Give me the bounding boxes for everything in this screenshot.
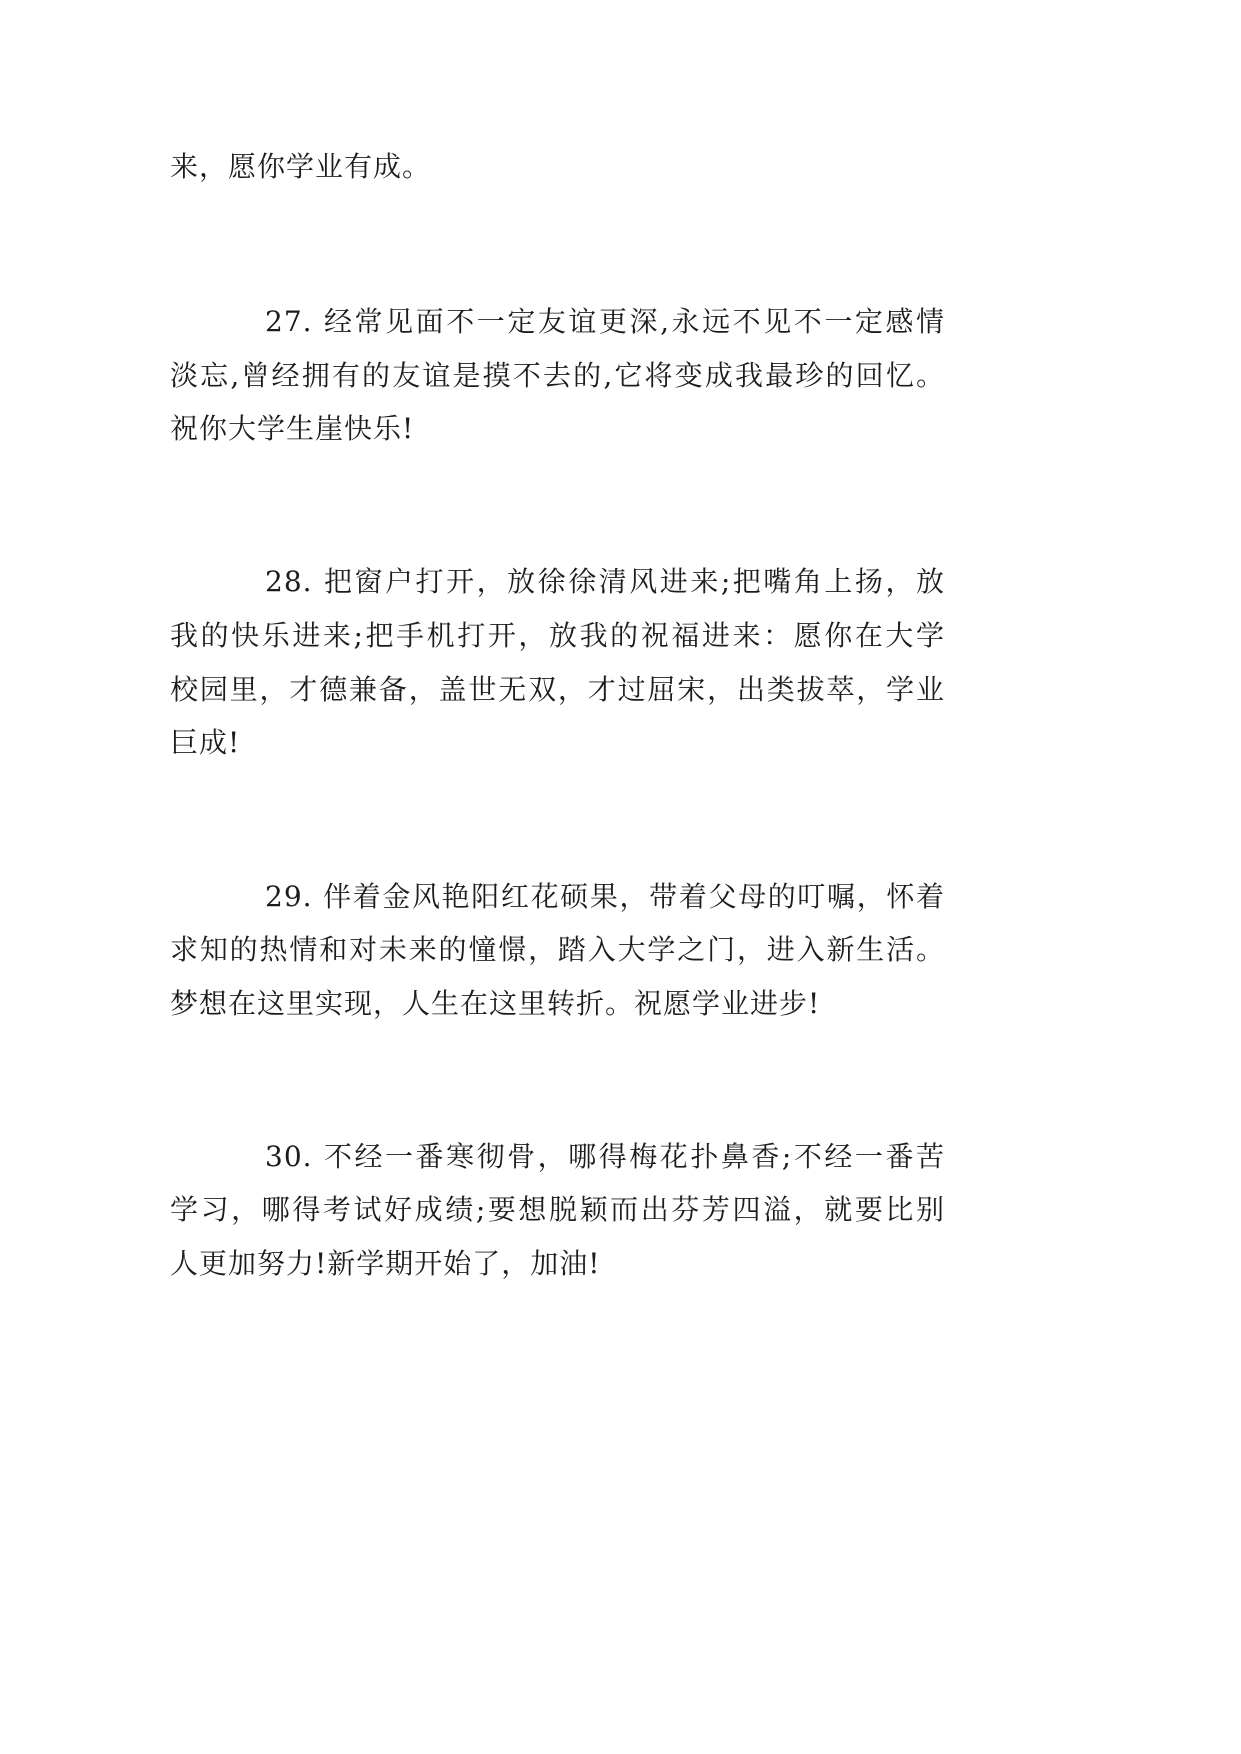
paragraph-line: 巨成!	[170, 726, 241, 759]
paragraph-line: 梦想在这里实现，人生在这里转折。祝愿学业进步!	[170, 987, 821, 1020]
paragraph-line: 来，愿你学业有成。	[170, 150, 432, 183]
paragraph-line: 校园里，才德兼备，盖世无双，才过屈宋，出类拔萃，学业	[170, 673, 945, 706]
paragraph-line: 学习，哪得考试好成绩;要想脱颖而出芬芳四溢，就要比别	[170, 1193, 945, 1226]
paragraph-first-line: 30. 不经一番寒彻骨，哪得梅花扑鼻香;不经一番苦	[265, 1140, 945, 1173]
paragraph-line: 人更加努力!新学期开始了，加油!	[170, 1247, 601, 1280]
paragraph-first-line: 27. 经常见面不一定友谊更深,永远不见不一定感情	[265, 305, 945, 338]
paragraph-line: 我的快乐进来;把手机打开，放我的祝福进来：愿你在大学	[170, 619, 945, 652]
paragraph-first-line: 29. 伴着金风艳阳红花硕果，带着父母的叮嘱，怀着	[265, 880, 945, 913]
paragraph-first-line: 28. 把窗户打开，放徐徐清风进来;把嘴角上扬，放	[265, 565, 945, 598]
paragraph-line: 祝你大学生崖快乐!	[170, 412, 415, 445]
paragraph-line: 求知的热情和对未来的憧憬，踏入大学之门，进入新生活。	[170, 933, 945, 966]
paragraph-line: 淡忘,曾经拥有的友谊是摸不去的,它将变成我最珍的回忆。	[170, 359, 945, 392]
